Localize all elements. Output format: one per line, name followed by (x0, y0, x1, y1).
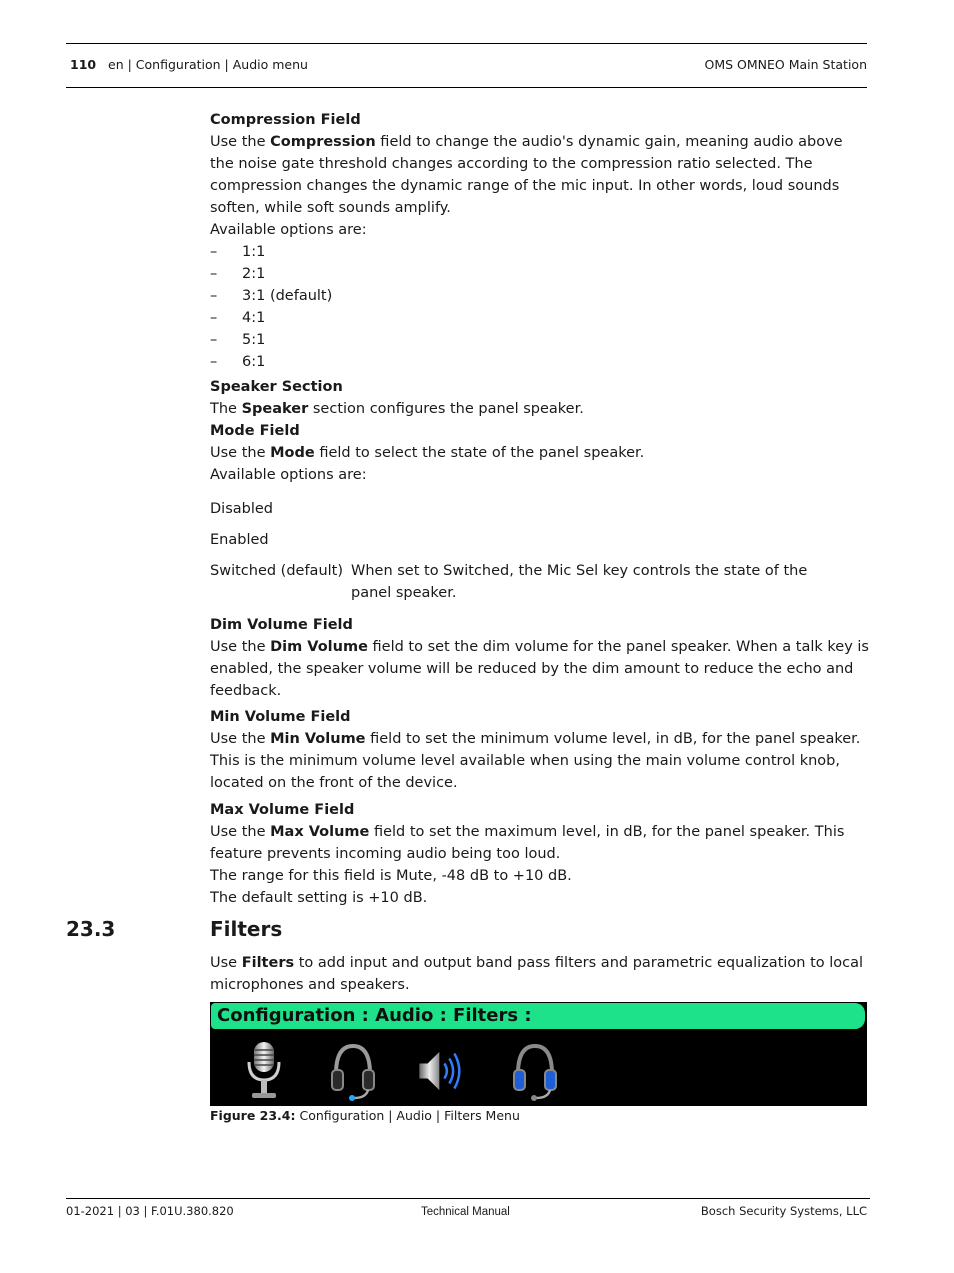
filters-menu-figure (210, 1002, 867, 1106)
list-item: – 3:1 (default) (210, 288, 333, 304)
mode-option-switched-desc: When set to Switched, the Mic Sel key controls the state of the panel speaker. (351, 563, 808, 601)
mode-options-intro: Available options are: (210, 467, 367, 483)
headset-blue-icon[interactable] (510, 1040, 560, 1102)
list-item: – 5:1 (210, 332, 266, 348)
list-item: – 1:1 (210, 244, 266, 260)
min-volume-block (210, 706, 870, 794)
speaker-heading: Speaker Section (210, 379, 343, 395)
speaker-paragraph: The Speaker section configures the panel speaker. (210, 401, 584, 417)
dim-volume-block (210, 614, 870, 702)
headset-icon[interactable] (328, 1040, 378, 1102)
figure-caption: Figure 23.4: Configuration | Audio | Filters Menu (210, 1108, 520, 1123)
speaker-block (210, 376, 870, 486)
header-rule-bottom (66, 87, 867, 88)
compression-heading: Compression Field (210, 112, 361, 128)
list-item: – 4:1 (210, 310, 266, 326)
section-number: 23.3 (66, 917, 116, 941)
speaker-icon[interactable] (416, 1040, 466, 1102)
mode-paragraph: Use the Mode field to select the state of the panel speaker. (210, 445, 645, 461)
min-volume-paragraph: Use the Min Volume field to set the minimum volume level, in dB, for the panel speaker. This is the minimum volume level available when using the main volume control knob, located on the front of the device. (210, 731, 861, 791)
microphone-icon[interactable] (240, 1040, 290, 1102)
compression-paragraph: Use the Compression field to change the audio's dynamic gain, meaning audio above the noise gate threshold changes according to the compression ratio selected. The compression changes the dynamic range of the mic input. In other words, loud sounds soften, while soft sounds amplify. (210, 134, 843, 216)
product-name: OMS OMNEO Main Station (704, 57, 867, 72)
mode-option-enabled: Enabled (210, 532, 269, 548)
footer-right: Bosch Security Systems, LLC (700, 1204, 867, 1218)
max-volume-range: The range for this field is Mute, -48 dB to +10 dB. (210, 868, 572, 884)
list-item: – 6:1 (210, 354, 266, 370)
page-header-left (70, 57, 308, 72)
header-rule-top (66, 43, 867, 44)
list-item: – 2:1 (210, 266, 266, 282)
mode-option-switched: Switched (default) (210, 563, 344, 579)
footer-center: Technical Manual (421, 1206, 510, 1218)
compression-options-intro: Available options are: (210, 222, 367, 238)
max-volume-default: The default setting is +10 dB. (210, 890, 428, 906)
section-title: Filters (210, 917, 283, 941)
breadcrumb: en | Configuration | Audio menu (108, 57, 308, 72)
filters-paragraph: Use Filters to add input and output band pass filters and parametric equalization to local microphones and speakers. (210, 955, 864, 993)
compression-options-list (210, 241, 870, 373)
footer-rule (66, 1198, 870, 1199)
max-volume-paragraph: Use the Max Volume field to set the maximum level, in dB, for the panel speaker. This feature prevents incoming audio being too loud. (210, 824, 845, 862)
dim-volume-heading: Dim Volume Field (210, 617, 353, 633)
min-volume-heading: Min Volume Field (210, 709, 351, 725)
dim-volume-paragraph: Use the Dim Volume field to set the dim volume for the panel speaker. When a talk key is enabled, the speaker volume will be reduced by the dim amount to reduce the echo and feedback. (210, 639, 869, 699)
figure-title-bar: Configuration : Audio : Filters : (211, 1003, 865, 1029)
mode-heading: Mode Field (210, 423, 300, 439)
max-volume-block (210, 799, 870, 909)
footer-left: 01-2021 | 03 | F.01U.380.820 (66, 1204, 234, 1218)
mode-option-disabled: Disabled (210, 501, 273, 517)
page-number: 110 (70, 57, 97, 72)
max-volume-heading: Max Volume Field (210, 802, 355, 818)
compression-block (210, 109, 870, 373)
